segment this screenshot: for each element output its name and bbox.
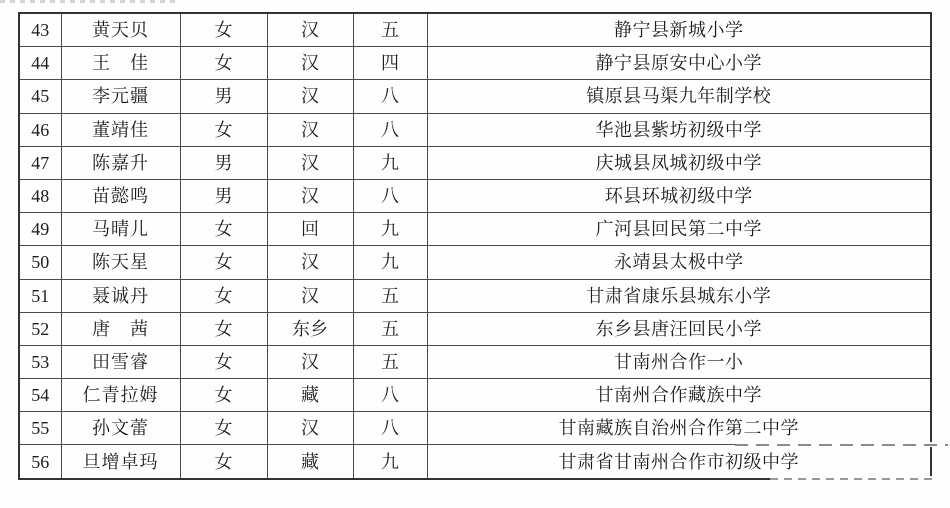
cell-gender: 女 — [180, 47, 267, 80]
cell-school: 甘南州合作一小 — [427, 345, 931, 378]
cell-number: 52 — [19, 312, 61, 345]
cell-ethnicity: 汉 — [267, 47, 353, 80]
table-body — [19, 13, 931, 479]
cell-grade: 八 — [353, 412, 427, 445]
cell-school: 广河县回民第二中学 — [427, 213, 931, 246]
cell-number: 45 — [19, 80, 61, 113]
cell-gender: 男 — [180, 146, 267, 179]
cell-school: 静宁县原安中心小学 — [427, 47, 931, 80]
cell-gender: 女 — [180, 412, 267, 445]
cell-school: 东乡县唐汪回民小学 — [427, 312, 931, 345]
cell-name: 李元疆 — [61, 80, 180, 113]
table-row — [19, 345, 931, 378]
cell-number: 44 — [19, 47, 61, 80]
table-row — [19, 412, 931, 445]
cell-name: 陈嘉升 — [61, 146, 180, 179]
cell-number: 49 — [19, 213, 61, 246]
cell-grade: 九 — [353, 246, 427, 279]
table-row — [19, 379, 931, 412]
cell-school: 庆城县凤城初级中学 — [427, 146, 931, 179]
cell-school: 永靖县太极中学 — [427, 246, 931, 279]
cell-grade: 八 — [353, 80, 427, 113]
cell-number: 50 — [19, 246, 61, 279]
cell-school: 环县环城初级中学 — [427, 179, 931, 212]
table-row — [19, 279, 931, 312]
student-roster-table — [18, 12, 932, 480]
cell-number: 56 — [19, 445, 61, 479]
cell-ethnicity: 东乡 — [267, 312, 353, 345]
cell-grade: 五 — [353, 345, 427, 378]
cell-name: 陈天星 — [61, 246, 180, 279]
cell-grade: 五 — [353, 13, 427, 47]
cell-school: 静宁县新城小学 — [427, 13, 931, 47]
cell-name: 苗懿鸣 — [61, 179, 180, 212]
table-row — [19, 179, 931, 212]
table-row — [19, 246, 931, 279]
cell-ethnicity: 汉 — [267, 345, 353, 378]
cell-ethnicity: 汉 — [267, 279, 353, 312]
cell-grade: 九 — [353, 445, 427, 479]
cell-school: 甘肃省康乐县城东小学 — [427, 279, 931, 312]
cell-grade: 九 — [353, 146, 427, 179]
cell-ethnicity: 汉 — [267, 412, 353, 445]
cell-gender: 女 — [180, 379, 267, 412]
cell-name: 黄天贝 — [61, 13, 180, 47]
cell-gender: 女 — [180, 279, 267, 312]
table-row — [19, 213, 931, 246]
table-row — [19, 13, 931, 47]
cell-gender: 女 — [180, 246, 267, 279]
cell-school: 镇原县马渠九年制学校 — [427, 80, 931, 113]
cell-school: 甘南州合作藏族中学 — [427, 379, 931, 412]
cell-number: 48 — [19, 179, 61, 212]
cell-gender: 女 — [180, 213, 267, 246]
cell-school: 华池县紫坊初级中学 — [427, 113, 931, 146]
table-row — [19, 80, 931, 113]
cell-number: 51 — [19, 279, 61, 312]
cell-name: 王 佳 — [61, 47, 180, 80]
cell-number: 54 — [19, 379, 61, 412]
faded-dashed-border — [735, 444, 948, 446]
cell-name: 仁青拉姆 — [61, 379, 180, 412]
cell-ethnicity: 汉 — [267, 113, 353, 146]
cell-grade: 九 — [353, 213, 427, 246]
cell-ethnicity: 汉 — [267, 246, 353, 279]
cell-grade: 五 — [353, 279, 427, 312]
table-row — [19, 113, 931, 146]
table-row — [19, 146, 931, 179]
cell-number: 47 — [19, 146, 61, 179]
cell-school: 甘肃省甘南州合作市初级中学 — [427, 445, 931, 479]
table-row — [19, 445, 931, 479]
cell-name: 马晴儿 — [61, 213, 180, 246]
cell-ethnicity: 汉 — [267, 13, 353, 47]
cell-name: 田雪睿 — [61, 345, 180, 378]
cell-name: 聂诚丹 — [61, 279, 180, 312]
cell-name: 孙文蕾 — [61, 412, 180, 445]
watermark-remnant — [0, 0, 175, 3]
cell-ethnicity: 藏 — [267, 379, 353, 412]
cell-gender: 女 — [180, 445, 267, 479]
cell-ethnicity: 藏 — [267, 445, 353, 479]
cell-number: 53 — [19, 345, 61, 378]
cell-grade: 八 — [353, 113, 427, 146]
table-row — [19, 47, 931, 80]
cell-grade: 五 — [353, 312, 427, 345]
cell-grade: 八 — [353, 179, 427, 212]
table-row — [19, 312, 931, 345]
cell-ethnicity: 汉 — [267, 146, 353, 179]
cell-ethnicity: 汉 — [267, 179, 353, 212]
cell-ethnicity: 汉 — [267, 80, 353, 113]
cell-name: 董靖佳 — [61, 113, 180, 146]
cell-name: 旦增卓玛 — [61, 445, 180, 479]
cell-number: 55 — [19, 412, 61, 445]
cell-number: 46 — [19, 113, 61, 146]
cell-name: 唐 茜 — [61, 312, 180, 345]
cell-gender: 男 — [180, 179, 267, 212]
cell-gender: 女 — [180, 113, 267, 146]
cell-ethnicity: 回 — [267, 213, 353, 246]
cell-gender: 男 — [180, 80, 267, 113]
cell-gender: 女 — [180, 13, 267, 47]
cell-grade: 八 — [353, 379, 427, 412]
cell-gender: 女 — [180, 312, 267, 345]
faded-dashed-border — [770, 478, 932, 480]
cell-gender: 女 — [180, 345, 267, 378]
cell-grade: 四 — [353, 47, 427, 80]
cell-number: 43 — [19, 13, 61, 47]
cell-school: 甘南藏族自治州合作第二中学 — [427, 412, 931, 445]
